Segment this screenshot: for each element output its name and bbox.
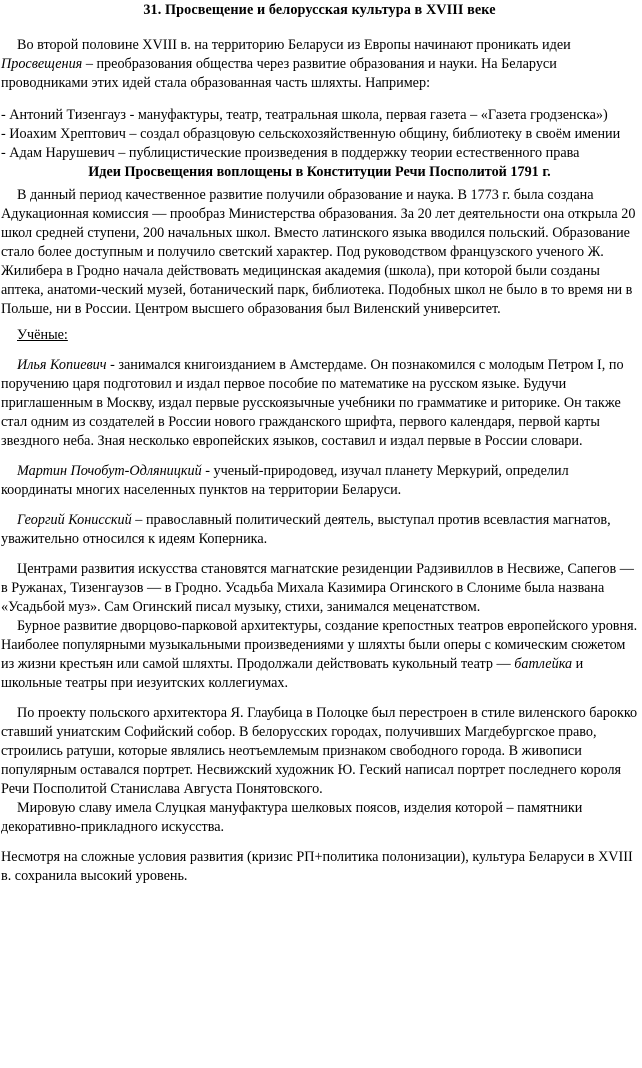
- constitution-heading: Идеи Просвещения воплощены в Конституции Речи Посполитой 1791 г.: [88, 164, 551, 180]
- architecture-text-end: и школьные театры при иезуитских коллегиумах.: [1, 656, 584, 691]
- intro-paragraph: [1, 36, 638, 93]
- education-paragraph: В данный период качественное развитие получили образование и наука. В 1773 г. была создана Адукационная комиссия — прообраз Министерства образования. За 20 лет деятельности она открыла 20 школ средней ступени, 200 начальных школ. Вместо латинского языка вводился польский. Образование стало более доступным и получило светский характер. Под руководством французского ученого Ж. Жилибера в Гродно начала действовать медицинская академия (школа), при которой были созданы аптека, анатоми-ческий музей, ботанический парк, библиотека. Подобных школ не было в то время ни в Польше, ни в России. Центром высшего образования был Виленский университет.: [1, 187, 636, 317]
- scholar-name: Илья Копиевич: [17, 357, 107, 373]
- polotsk-paragraph: По проекту польского архитектора Я. Глаубица в Полоцке был перестроен в стиле виленского барокко ставший униатским Софийский собор. В белорусских городах, получивших Магдебургское право, строились ратуши, которые являлись неотъемлемым признаком свободного города. В живописи популярным оставался портрет. Несвижский художник Ю. Геский написал портрет последнего короля Речи Посполитой Станислава Августа Понятовского.: [1, 705, 638, 797]
- architecture-paragraph: [1, 617, 638, 693]
- architecture-text-start: Бурное развитие дворцово-парковой архитектуры, создание крепостных театров европейского уровня. Наиболее популярными музыкальными произведениями у шляхты были оперы с комическим сюжетом из жизни крестьян или самой шляхты. Продолжали действовать кукольный театр —: [1, 618, 638, 672]
- example-item-tizenhauz: - Антоний Тизенгауз - мануфактуры, театр, театральная школа, первая газета – «Газета гродзенска»): [1, 107, 608, 123]
- examples-list: [1, 106, 638, 163]
- intro-text-start: Во второй половине XVIII в. на территорию Беларуси из Европы начинают проникать идеи: [17, 37, 571, 53]
- art-paragraph: Центрами развития искусства становятся магнатские резиденции Радзивиллов в Несвиже, Сапегов — в Ружанах, Тизенгаузов — в Гродно. Усадьба Михала Казимира Огинского в Слониме была названа «Усадьбой муз». Сам Огинский писал музыку, стихи, занимался меценатством.: [1, 561, 634, 615]
- example-item-khreptovich: - Иоахим Хрептович – создал образцовую сельскохозяйственную общину, библиотеку в своём имении: [1, 126, 621, 142]
- scholar-pochobut: [1, 462, 638, 500]
- intro-text-end: – преобразования общества через развитие образования и науки. На Беларуси проводниками этих идей стала образованная часть шляхты. Например:: [1, 56, 557, 91]
- scholar-name: Георгий Конисский: [17, 512, 132, 528]
- intro-term: Просвещения: [1, 56, 83, 72]
- scholar-text: - ученый-природовед, изучал планету Меркурий, определил координаты многих населенных пунктов на территории Беларуси.: [1, 463, 569, 498]
- scholar-text: - занимался книгоизданием в Амстердаме. Он познакомился с молодым Петром I, по поручению царя подготовил и издал первое пособие по математике на русском языке. Будучи приглашенным в Москву, издал первые русскоязычные учебники по грамматике и риторике. Он также стал одним из создателей в России нового гражданского шрифта, первого календаря, первой карты звездного неба. Зная несколько европейских языков, составил и издал первые в России словари.: [1, 357, 624, 449]
- example-item-narushevich: - Адам Нарушевич – публицистические произведения в поддержку теории естественного права: [1, 145, 580, 161]
- slutsk-paragraph: Мировую славу имела Слуцкая мануфактура шелковых поясов, изделия которой – памятники декоративно-прикладного искусства.: [1, 800, 583, 835]
- scholar-kopievich: [1, 356, 638, 451]
- conclusion-paragraph: Несмотря на сложные условия развития (кризис РП+политика полонизации), культура Беларуси в XVIII в. сохранила высокий уровень.: [1, 849, 633, 884]
- scholar-text: – православный политический деятель, выступал против всевластия магнатов, уважительно относился к идеям Коперника.: [1, 512, 611, 547]
- scholar-konissky: [1, 511, 638, 549]
- architecture-term: батлейка: [514, 656, 573, 672]
- page-title: 31. Просвещение и белорусская культура в XVIII веке: [143, 2, 496, 18]
- scholar-name: Мартин Почобут-Одляницкий: [17, 463, 202, 479]
- scholars-label: Учёные:: [17, 327, 68, 343]
